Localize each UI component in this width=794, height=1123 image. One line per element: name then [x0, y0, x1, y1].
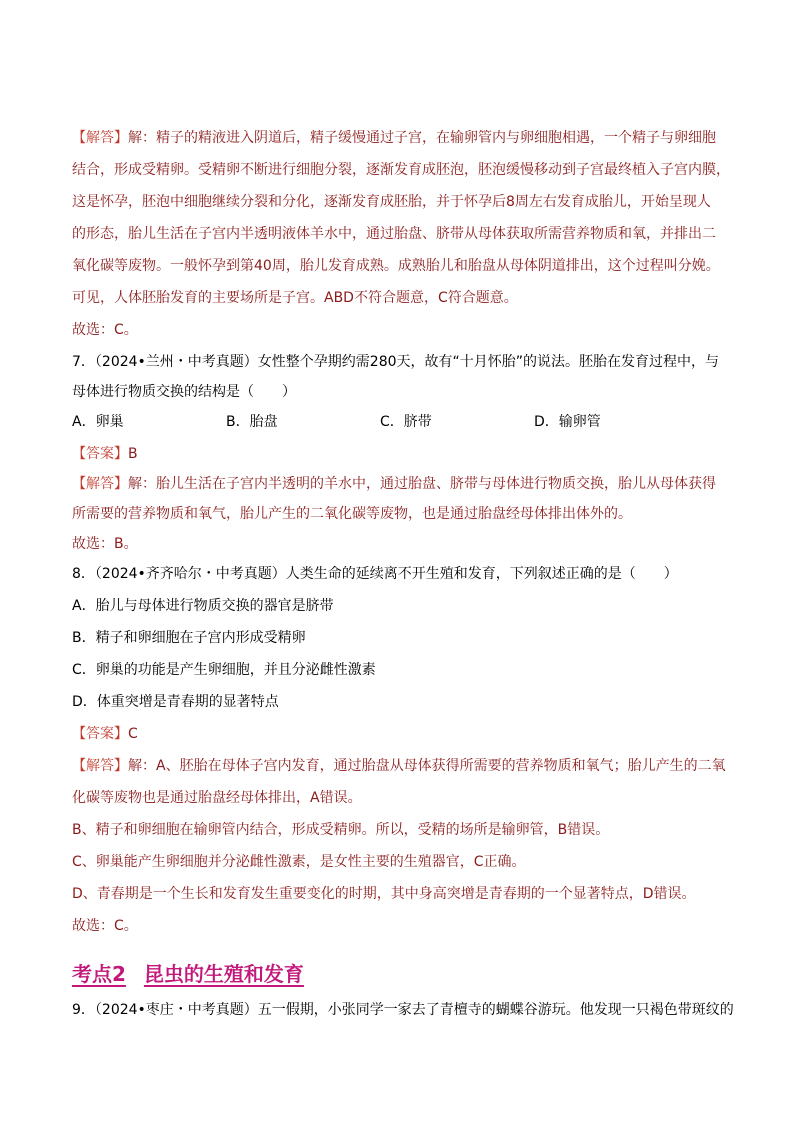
option-a: A．卵巢 — [72, 414, 124, 430]
question-stem: 7．（2024•兰州・中考真题）女性整个孕期约需280天，故有“十月怀胎”的说法。胚胎在发育过程中，与 — [72, 354, 720, 370]
choice-line: 故选：B。 — [72, 536, 138, 552]
option-c: C．卵巢的功能是产生卵细胞，并且分泌雌性激素 — [72, 662, 376, 678]
answer-line — [72, 724, 138, 744]
analysis-line: 【解答】解：A、胚胎在母体子宫内发育，通过胎盘从母体获得所需要的营养物质和氧气；胎儿产生的二氧 — [72, 758, 726, 774]
analysis-line: 这是怀孕，胚泡中细胞继续分裂和分化，逐渐发育成胚胎，并于怀孕后8周左右发育成胎儿，开始呈现人 — [72, 194, 711, 210]
analysis-tag: 【解答】 — [72, 758, 128, 774]
analysis-line: 的形态，胎儿生活在子宫内半透明液体羊水中，通过胎盘、脐带从母体获取所需营养物质和氧，并排出二 — [72, 226, 716, 242]
answer-line — [72, 444, 138, 464]
analysis-line: 结合，形成受精卵。受精卵不断进行细胞分裂，逐渐发育成胚泡，胚泡缓慢移动到子宫最终植入子宫内膜， — [72, 162, 730, 178]
answer-value: C — [128, 726, 138, 742]
choice-line: 故选：C。 — [72, 918, 138, 934]
answer-tag: 【答案】 — [72, 446, 128, 462]
analysis-tag: 【解答】 — [72, 476, 128, 492]
analysis-line: 化碳等废物也是通过胎盘经母体排出，A错误。 — [72, 790, 362, 806]
option-a: A．胎儿与母体进行物质交换的器官是脐带 — [72, 598, 334, 614]
option-d: D．输卵管 — [534, 414, 601, 430]
answer-tag: 【答案】 — [72, 726, 128, 742]
analysis-tag: 【解答】 — [72, 130, 128, 146]
question-stem: 母体进行物质交换的结构是（ ） — [72, 384, 296, 400]
question-stem: 9．（2024•枣庄・中考真题）五一假期，小张同学一家去了青檀寺的蝴蝶谷游玩。他发现一只褐色带斑纹的 — [72, 1002, 734, 1018]
analysis-line: B、精子和卵细胞在输卵管内结合，形成受精卵。所以，受精的场所是输卵管，B错误。 — [72, 822, 610, 838]
choice-line: 故选：C。 — [72, 322, 138, 338]
analysis-line: D、青春期是一个生长和发育发生重要变化的时期，其中身高突增是青春期的一个显著特点，D错误。 — [72, 886, 696, 902]
section-heading — [72, 958, 304, 987]
option-c: C．脐带 — [380, 414, 432, 430]
section-number: 考点2 — [72, 962, 126, 986]
analysis-line: 【解答】解：精子的精液进入阴道后，精子缓慢通过子宫，在输卵管内与卵细胞相遇，一个精子与卵细胞 — [72, 130, 716, 146]
analysis-line: 所需要的营养物质和氧气，胎儿产生的二氧化碳等废物，也是通过胎盘经母体排出体外的。 — [72, 506, 632, 522]
analysis-line: 氧化碳等废物。一般怀孕到第40周，胎儿发育成熟。成熟胎儿和胎盘从母体阴道排出，这个过程叫分娩。 — [72, 258, 720, 274]
option-b: B．精子和卵细胞在子宫内形成受精卵 — [72, 630, 306, 646]
option-d: D．体重突增是青春期的显著特点 — [72, 694, 279, 710]
analysis-line: 可见，人体胚胎发育的主要场所是子宫。ABD不符合题意，C符合题意。 — [72, 290, 518, 306]
question-stem: 8．（2024•齐齐哈尔・中考真题）人类生命的延续离不开生殖和发育，下列叙述正确的是（ ） — [72, 566, 678, 582]
section-title: 昆虫的生殖和发育 — [143, 962, 304, 986]
option-b: B．胎盘 — [226, 414, 278, 430]
analysis-line: 【解答】解：胎儿生活在子宫内半透明的羊水中，通过胎盘、脐带与母体进行物质交换，胎儿从母体获得 — [72, 476, 716, 492]
analysis-line: C、卵巢能产生卵细胞并分泌雌性激素，是女性主要的生殖器官，C正确。 — [72, 854, 526, 870]
answer-value: B — [128, 446, 138, 462]
